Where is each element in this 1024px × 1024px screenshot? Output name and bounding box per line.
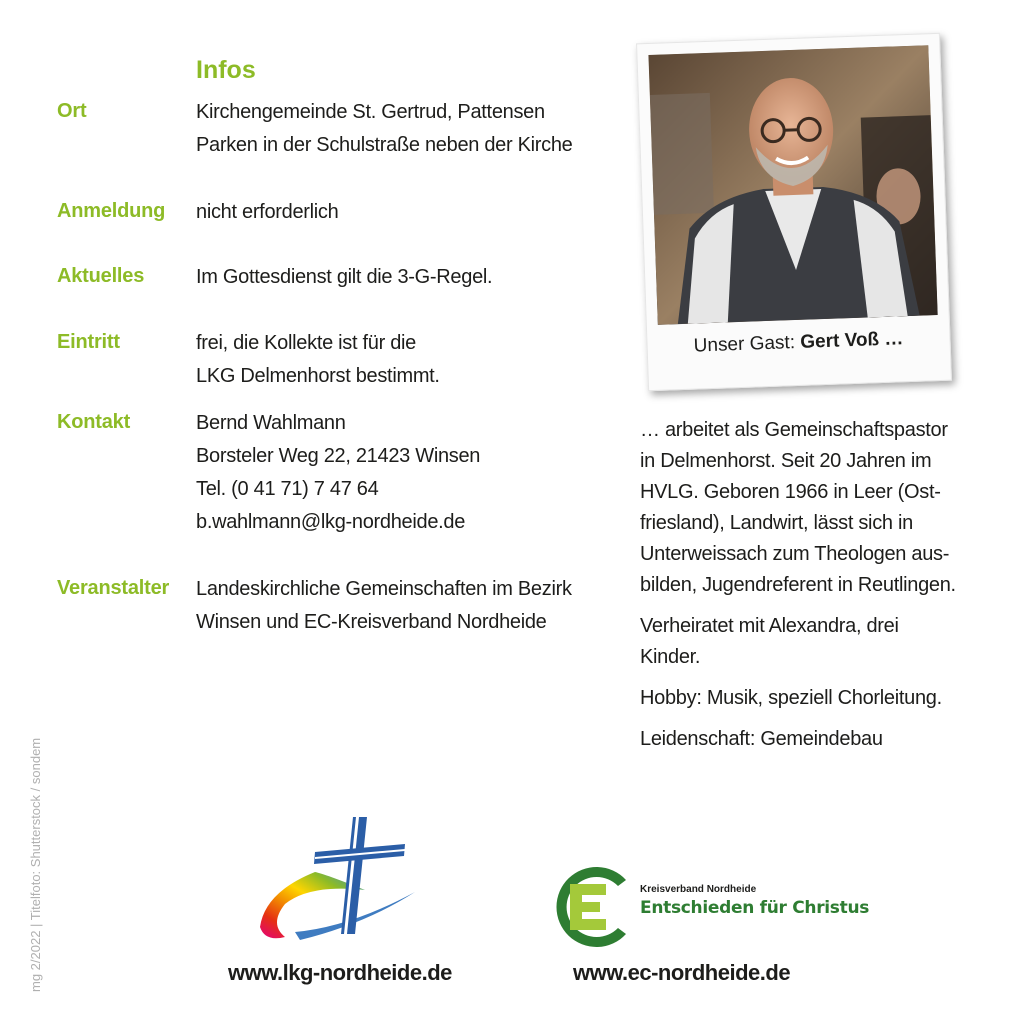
bio-paragraph <box>640 724 990 755</box>
value-ort <box>196 96 573 162</box>
lkg-url-link[interactable]: www.lkg-nordheide.de <box>228 960 452 985</box>
value-aktuelles <box>196 261 492 294</box>
lkg-logo-icon <box>255 812 420 947</box>
email-link[interactable]: b.wahlmann@lkg-nordheide.de <box>196 511 466 533</box>
bio-line: Unterweissach zum Theologen aus- <box>640 543 950 565</box>
value-kontakt <box>196 407 480 539</box>
value-eintritt <box>196 327 440 393</box>
bio-paragraph <box>640 683 990 714</box>
value-line: Landeskirchliche Gemeinschaften im Bezirk <box>196 578 572 600</box>
label-eintritt: Eintritt <box>57 331 120 353</box>
label-ort: Ort <box>57 100 87 122</box>
value-line: frei, die Kollekte ist für die <box>196 332 416 354</box>
value-line: Bernd Wahlmann <box>196 412 346 434</box>
bio-line: Hobby: Musik, speziell Chorleitung. <box>640 687 942 709</box>
value-line: Im Gottesdienst gilt die 3-G-Regel. <box>196 266 493 288</box>
bio-line: Kinder. <box>640 646 701 668</box>
bio-line: Verheiratet mit Alexandra, drei <box>640 615 899 637</box>
caption-prefix: Unser Gast: <box>693 331 801 357</box>
ec-url-link[interactable]: www.ec-nordheide.de <box>573 960 791 985</box>
infos-heading: Infos <box>196 56 256 84</box>
value-line: Kirchengemeinde St. Gertrud, Pattensen <box>196 101 545 123</box>
value-line: Tel. (0 41 71) 7 47 64 <box>196 478 379 500</box>
label-kontakt: Kontakt <box>57 411 131 433</box>
value-veranstalter <box>196 573 572 639</box>
label-veranstalter: Veranstalter <box>57 577 170 599</box>
guest-photo <box>648 45 937 325</box>
bio-paragraph <box>640 415 990 601</box>
value-line: Borsteler Weg 22, 21423 Winsen <box>196 445 481 467</box>
bio-line: bilden, Jugendreferent in Reutlingen. <box>640 574 956 596</box>
ec-small-text: Kreisverband Nordheide <box>640 884 757 895</box>
guest-bio <box>640 415 990 765</box>
value-line: Winsen und EC-Kreisverband Nordheide <box>196 611 547 633</box>
label-anmeldung: Anmeldung <box>57 200 166 222</box>
bio-line: friesland), Landwirt, lässt sich in <box>640 512 913 534</box>
label-aktuelles: Aktuelles <box>57 265 145 287</box>
bio-line: Leidenschaft: Gemeindebau <box>640 728 883 750</box>
value-line: Parken in der Schulstraße neben der Kirche <box>196 134 573 156</box>
value-line: LKG Delmenhorst bestimmt. <box>196 365 440 387</box>
photo-credit: mg 2/2022 | Titelfoto: Shutterstock / sondem <box>28 737 43 992</box>
guest-portrait-image <box>648 45 937 325</box>
bio-paragraph <box>640 611 990 673</box>
bio-line: … arbeitet als Gemeinschaftspastor <box>640 419 948 441</box>
value-anmeldung <box>196 196 338 229</box>
bio-line: HVLG. Geboren 1966 in Leer (Ost- <box>640 481 941 503</box>
ec-main-text: Entschieden für Christus <box>640 898 870 918</box>
bio-line: in Delmenhorst. Seit 20 Jahren im <box>640 450 932 472</box>
guest-caption <box>647 327 950 360</box>
value-line: nicht erforderlich <box>196 201 339 223</box>
guest-polaroid <box>636 33 952 391</box>
ec-logo-icon <box>548 862 633 952</box>
caption-name: Gert Voß … <box>799 328 904 353</box>
